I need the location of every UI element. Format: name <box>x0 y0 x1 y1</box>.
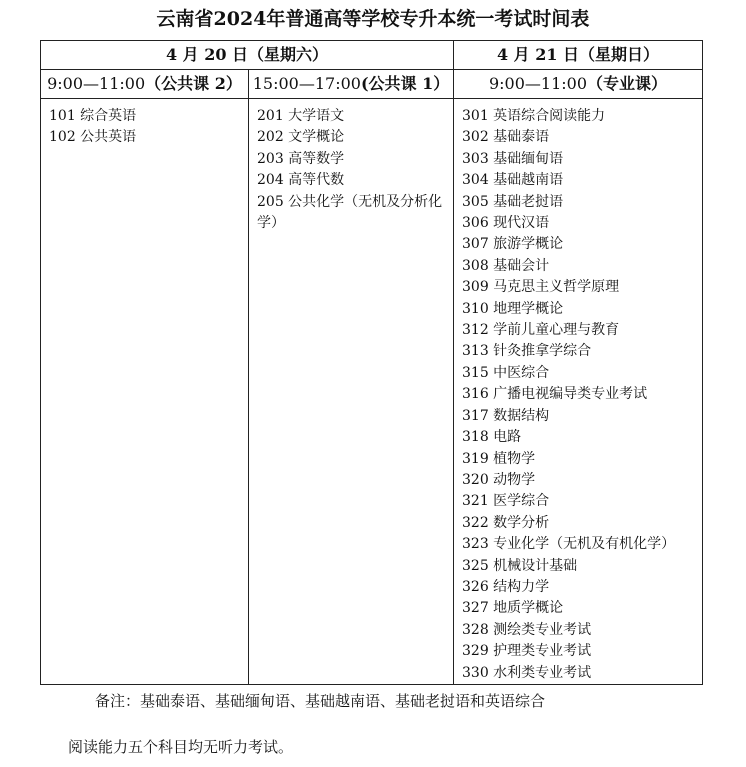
slot-time: 15:00—17:00 <box>252 74 361 93</box>
course-item: 326 结构力学 <box>462 578 550 595</box>
course-item: 310 地理学概论 <box>462 300 564 317</box>
slot-time: 9:00—11:00 <box>488 74 588 93</box>
exam-schedule-table <box>40 40 703 685</box>
course-item: 304 基础越南语 <box>462 172 564 189</box>
course-item: 101 综合英语 <box>49 108 137 124</box>
course-item: 309 马克思主义哲学原理 <box>462 279 620 296</box>
course-item: 329 护理类专业考试 <box>462 643 592 660</box>
course-list-major <box>454 99 703 685</box>
course-item: 306 现代汉语 <box>462 215 550 232</box>
course-item: 318 电路 <box>462 429 522 446</box>
course-item: 202 文学概论 <box>257 129 345 146</box>
slot-header-row <box>41 70 703 99</box>
course-item: 302 基础泰语 <box>462 129 550 146</box>
day-header-apr-20: 4 月 20 日（星期六） <box>41 41 454 70</box>
course-list-row <box>41 99 703 685</box>
course-list-public-1 <box>249 99 454 685</box>
slot-tag: （公共课 2） <box>145 74 242 93</box>
slot-time: 9:00—11:00 <box>47 74 146 93</box>
slot-tag: （专业课） <box>587 74 668 93</box>
course-item: 328 测绘类专业考试 <box>462 621 592 638</box>
course-item: 205 公共化学（无机及分析化学） <box>257 193 443 232</box>
course-item: 320 动物学 <box>462 471 536 488</box>
course-item: 201 大学语文 <box>257 108 345 124</box>
slot-header-major <box>454 70 703 99</box>
day-header-row <box>41 41 703 70</box>
course-item: 303 基础缅甸语 <box>462 150 564 167</box>
course-item: 305 基础老挝语 <box>462 193 564 210</box>
course-item: 203 高等数学 <box>257 150 345 167</box>
remark-line-1: 备注：基础泰语、基础缅甸语、基础越南语、基础老挝语和英语综合 <box>95 692 546 710</box>
course-item: 313 针灸推拿学综合 <box>462 343 592 360</box>
course-item: 322 数学分析 <box>462 514 550 531</box>
course-item: 327 地质学概论 <box>462 600 564 617</box>
course-item: 330 水利类专业考试 <box>462 664 592 681</box>
course-item: 315 中医综合 <box>462 364 550 381</box>
course-item: 307 旅游学概论 <box>462 236 564 253</box>
course-item: 323 专业化学（无机及有机化学） <box>462 536 676 553</box>
course-item: 308 基础会计 <box>462 257 550 274</box>
remark-line-2: 阅读能力五个科目均无听力考试。 <box>68 738 294 756</box>
course-item: 301 英语综合阅读能力 <box>462 108 606 124</box>
course-item: 317 数据结构 <box>462 407 550 424</box>
page-title: 云南省2024年普通高等学校专升本统一考试时间表 <box>156 8 590 30</box>
course-item: 319 植物学 <box>462 450 536 467</box>
course-item: 321 医学综合 <box>462 493 550 510</box>
slot-header-public-1 <box>249 70 454 99</box>
course-item: 312 学前儿童心理与教育 <box>462 322 620 339</box>
remark-note <box>68 688 695 756</box>
day-header-apr-21: 4 月 21 日（星期日） <box>454 41 703 70</box>
course-item: 204 高等代数 <box>257 172 345 189</box>
course-item: 316 广播电视编导类专业考试 <box>462 386 648 403</box>
course-item: 102 公共英语 <box>49 129 137 146</box>
course-list-public-2 <box>41 99 249 685</box>
slot-tag: (公共课 1） <box>360 74 450 93</box>
slot-header-public-2 <box>41 70 249 99</box>
course-item: 325 机械设计基础 <box>462 557 578 574</box>
